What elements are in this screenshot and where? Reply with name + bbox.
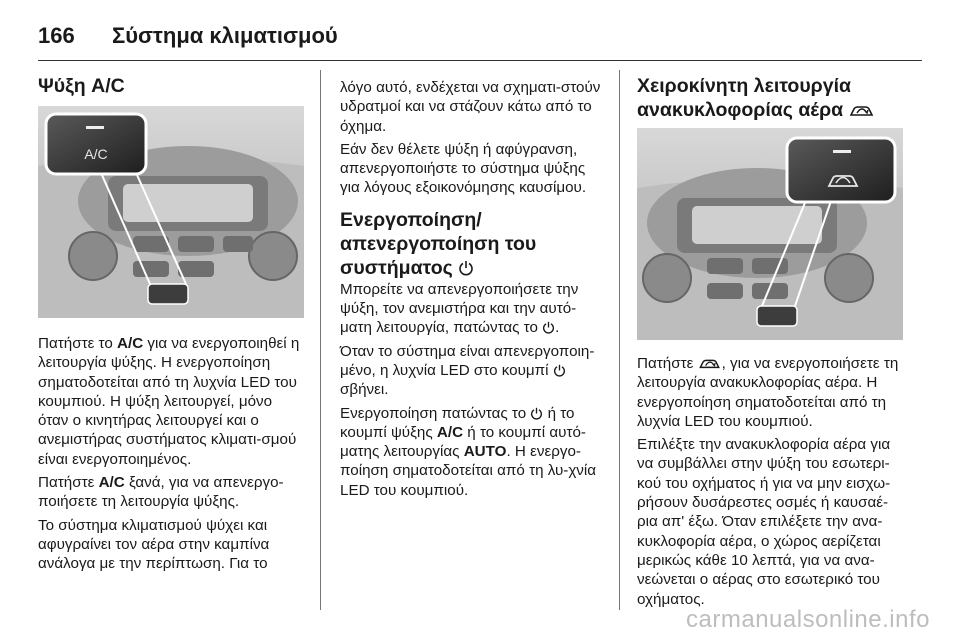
column-divider	[619, 70, 620, 610]
heading-line: ανακυκλοφορίας αέρα	[637, 99, 844, 121]
power-icon	[542, 321, 555, 334]
text: για να ενεργοποιηθεί η λειτουργία ψύξης. Η ενεργοποίηση σηματοδοτείται από τη λυχνία LED του κουμπιού. Η ψύξη λειτουργεί, μόνο όταν ο κινητήρας λειτουργεί και ο ανεμιστήρας συστήματος κλιματι-σμού είναι ενεργοποιημένος.	[38, 335, 300, 468]
power-icon	[553, 364, 566, 377]
figure-ac-button	[38, 106, 304, 318]
heading-ac-cooling: Ψύξη A/C	[38, 75, 125, 97]
column-1	[38, 74, 304, 578]
text: Ενεργοποίηση πατώντας το	[340, 404, 531, 422]
heading-recirculation	[637, 74, 905, 122]
paragraph	[38, 473, 304, 512]
power-icon	[530, 407, 543, 420]
paragraph	[340, 280, 606, 338]
page-number: 166	[38, 23, 75, 48]
text: , για να ενεργοποιήσετε τη λειτουργία ανακυκλοφορίας αέρα. Η ενεργοποίηση σηματοδοτείται από τη λυχνία LED του κουμπιού.	[637, 355, 899, 430]
heading-line: Ενεργοποίηση/	[340, 208, 482, 231]
text: Μπορείτε να απενεργοποιήσετε την ψύξη, τον ανεμιστήρα και την αυτό-ματη λειτουργία, πατώντας το	[340, 280, 579, 337]
key-label: AUTO	[463, 443, 507, 461]
text: .	[555, 319, 560, 337]
key-label: A/C	[117, 335, 144, 352]
power-icon	[458, 260, 474, 276]
page-header	[38, 16, 338, 56]
text: ή το κουμπί ψύξης	[340, 404, 575, 441]
paragraph: Εάν δεν θέλετε ψύξη ή αφύγρανση, απενεργοποιήστε το σύστημα ψύξης για λόγους εξοικονόμησης καυσίμου.	[340, 140, 587, 197]
text: ή το κουμπί αυτό-ματης λειτουργίας	[340, 423, 586, 461]
text: σβήνει.	[340, 381, 389, 399]
paragraph: λόγο αυτό, ενδέχεται να σχηματι-στούν υδρατμοί και να στάζουν κάτω από το όχημα.	[340, 79, 601, 135]
text: ξανά, για να απενεργο-ποιήσετε τη λειτουργία ψύξης.	[38, 474, 284, 511]
paragraph: Επιλέξτε την ανακυκλοφορία αέρα για να συμβάλλει στην ψύξη του εσωτερι-κού του οχήματος ή για να μην εισχω-ρήσουν δυσάρεστες οσμές ή καυσαέ-ρια απ' έξω. Όταν επιλέξετε την ανα-κυκλοφορία αέρα, ο χώρος αερίζεται μερικώς κάθε 10 λεπτά, για να ανα-νεώνεται ο αέρας στο εσωτερικό του οχήματος.	[637, 436, 891, 608]
figure-ac-label: A/C	[84, 146, 108, 162]
paragraph	[340, 404, 606, 500]
recirculation-icon	[849, 102, 875, 118]
paragraph	[340, 342, 606, 400]
heading-line: συστήματος	[340, 256, 453, 279]
header-rule	[38, 60, 922, 61]
column-3	[637, 74, 905, 613]
watermark: carmanualsonline.info	[686, 606, 930, 633]
text: Το σύστημα κλιματισμού ψύχει και αφυγραίνει τον αέρα στην καμπίνα ανάλογα με την περίπτωση. Για το	[38, 516, 270, 573]
recirculation-icon	[698, 356, 722, 370]
key-label: A/C	[436, 423, 464, 441]
text: Πατήστε	[38, 474, 99, 492]
paragraph	[38, 516, 304, 574]
paragraph	[38, 334, 304, 469]
text: Όταν το σύστημα είναι απενεργοποιη-μένο, η λυχνία LED στο κουμπί	[340, 342, 595, 379]
section-title: Σύστημα κλιματισμού	[112, 23, 338, 48]
column-divider	[320, 70, 321, 610]
paragraph	[637, 354, 905, 431]
heading-line: Χειροκίνητη λειτουργία	[637, 75, 851, 97]
text: . Η ενεργο-ποίηση σηματοδοτείται από τη λυ-χνία LED του κουμπιού.	[340, 443, 597, 499]
text: Πατήστε το	[38, 335, 118, 352]
key-label: A/C	[98, 474, 125, 492]
text: Πατήστε	[637, 355, 698, 372]
column-2	[340, 78, 606, 504]
heading-system-on-off	[340, 208, 606, 280]
figure-recirculation-button	[637, 128, 903, 340]
heading-line: απενεργοποίηση του	[340, 232, 537, 255]
